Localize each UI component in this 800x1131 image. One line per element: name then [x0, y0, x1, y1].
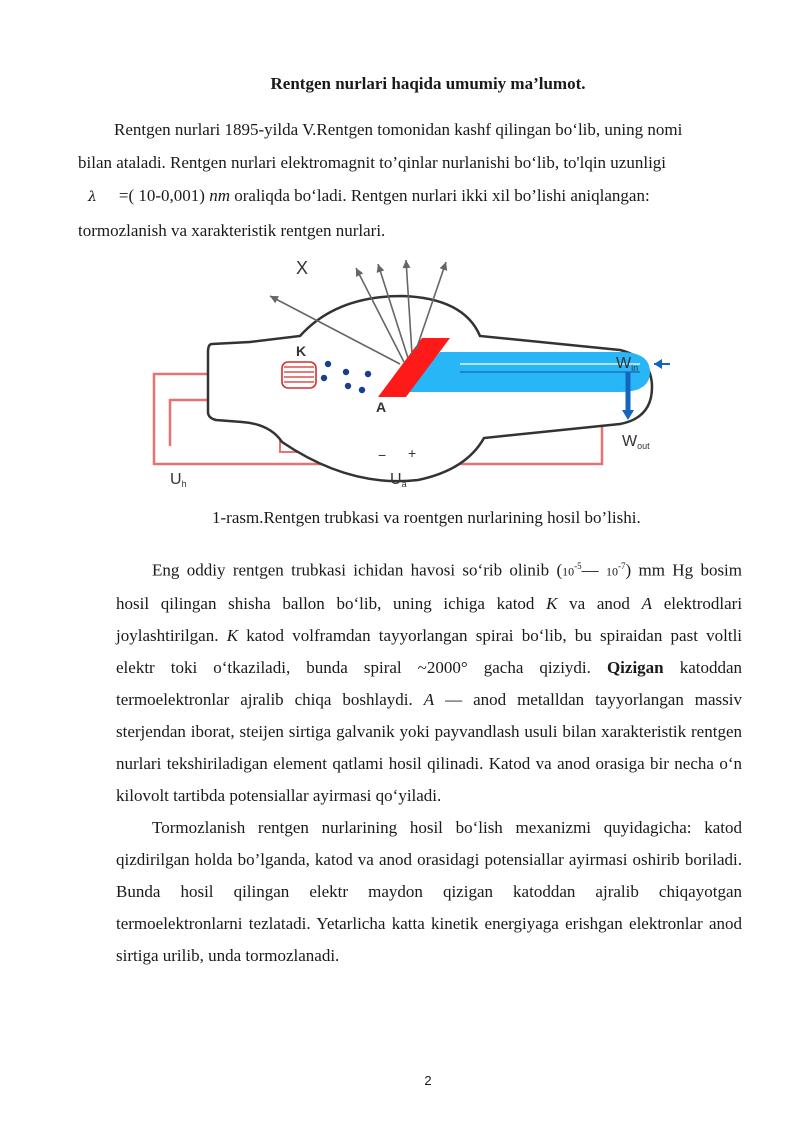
label-w-out: W [622, 433, 638, 450]
label-a: A [376, 399, 387, 415]
pressure-exponent-1: -5 [574, 561, 582, 571]
range-dash: — [581, 560, 599, 580]
label-u-a-sub: a [401, 479, 407, 489]
symbol-a-2: A [423, 689, 435, 709]
xray-tube-figure [150, 252, 670, 492]
p2-text-d: elektrodlari joylashtirilgan. [116, 593, 743, 645]
label-u-h-sub: h [181, 479, 187, 489]
intro-text-1: Rentgen nurlari 1895-yilda V.Rentgen tomonidan kashf qilingan bo‘lib, uning nomi bilan ataladi. Rentgen nurlari elektromagnit to’qinlar nurlanishi bo‘lib, to'lqin uzunligi [78, 120, 683, 172]
p2-text-g: — anod metalldan tayyorlangan massiv sterjendan iborat, steijen sirtiga galvanik yoki payvandlash usuli bilan xarakteristik rentgen nurlari tekshiriladigan element qatlami hosil qilinadi. Katod va anod orasiga bir necha o‘n kilovolt tartibda potensiallar ayirmasi qo‘yiladi. [116, 689, 743, 805]
paragraph-tube-description [116, 550, 742, 812]
electron-dot [365, 371, 371, 377]
symbol-k-2: K [226, 625, 239, 645]
page-title: Rentgen nurlari haqida umumiy ma’lumot. [270, 74, 586, 93]
intro-range: =( 10-0,001) [118, 186, 205, 205]
p2-text-e: katod volframdan tayyorlangan spirai bo‘lib, bu spiraidan past voltli elektr toki o‘tkaziladi, bunda spiral ~2000° gacha qiziydi. [116, 625, 743, 677]
label-u-a: U [390, 471, 402, 488]
heater-circuit-wire [154, 374, 210, 464]
body-text [116, 550, 742, 972]
electron-dot [343, 369, 349, 375]
symbol-k: K [546, 593, 558, 613]
pressure-exponent-2: -7 [617, 561, 626, 571]
figure-caption: 1-rasm.Rentgen trubkasi va roentgen nurlarining hosil bo’lishi. [212, 508, 641, 527]
label-w-in: W [616, 355, 632, 372]
water-in-arrowhead [654, 359, 662, 369]
electron-dot [359, 387, 365, 393]
paragraph-bremsstrahlung: Tormozlanish rentgen nurlarining hosil bo‘lish mexanizmi quyidagicha: katod qizdirilgan holda bo’lganda, katod va anod orasidagi potensiallar ayirmasi oshirib boriladi. Bunda hosil qilingan elektr maydon qizigan katoddan ajralib chiqayotgan termoelektronlarni tezlatadi. Yetarlicha katta kinetik energiyaga erishgan elektronlar anod sirtiga urilib, unda tormozlanadi. [116, 817, 742, 965]
electron-dot [345, 383, 351, 389]
electron-dot [325, 361, 331, 367]
symbol-a: A [641, 593, 652, 613]
label-w-out-sub: out [637, 441, 650, 451]
p2-text-f: katoddan termoelektronlar ajralib chiqa boshlaydi. [116, 657, 743, 709]
electron-dot [321, 375, 327, 381]
pressure-value-2: 10 [605, 564, 618, 579]
intro-text-2: oraliqda bo‘ladi. Rentgen nurlari ikki xil bo’lishi aniqlangan: tormozlanish va xarakteristik rentgen nurlari. [78, 186, 650, 240]
label-plus: + [408, 445, 417, 461]
label-x: X [296, 258, 309, 278]
label-u-h: U [170, 471, 182, 488]
heater-circuit-return [170, 400, 210, 446]
p2-text-c: va anod [569, 593, 630, 613]
intro-paragraph [78, 113, 714, 247]
svg-text:Wout [622, 433, 650, 451]
label-minus: − [378, 447, 387, 463]
label-w-in-sub: in [631, 363, 639, 373]
xray-tube-diagram [150, 252, 670, 492]
xray-arrowhead [403, 260, 411, 268]
p2-text-a: Eng oddiy rentgen trubkasi ichidan havosi so‘rib olinib ( [152, 560, 563, 580]
label-k: K [296, 343, 307, 359]
unit-nm: nm [209, 186, 230, 205]
svg-text:Uh [170, 471, 187, 489]
lambda-symbol: λ [88, 189, 97, 205]
xray-arrowhead [440, 262, 448, 271]
page-number: 2 [424, 1073, 432, 1088]
pressure-value-1: 10 [562, 564, 575, 579]
bold-term: Qizigan [606, 657, 664, 677]
p2-text-b: ) mm Hg bosim hosil qilingan shisha ballon bo‘lib, uning ichiga katod [116, 560, 743, 613]
